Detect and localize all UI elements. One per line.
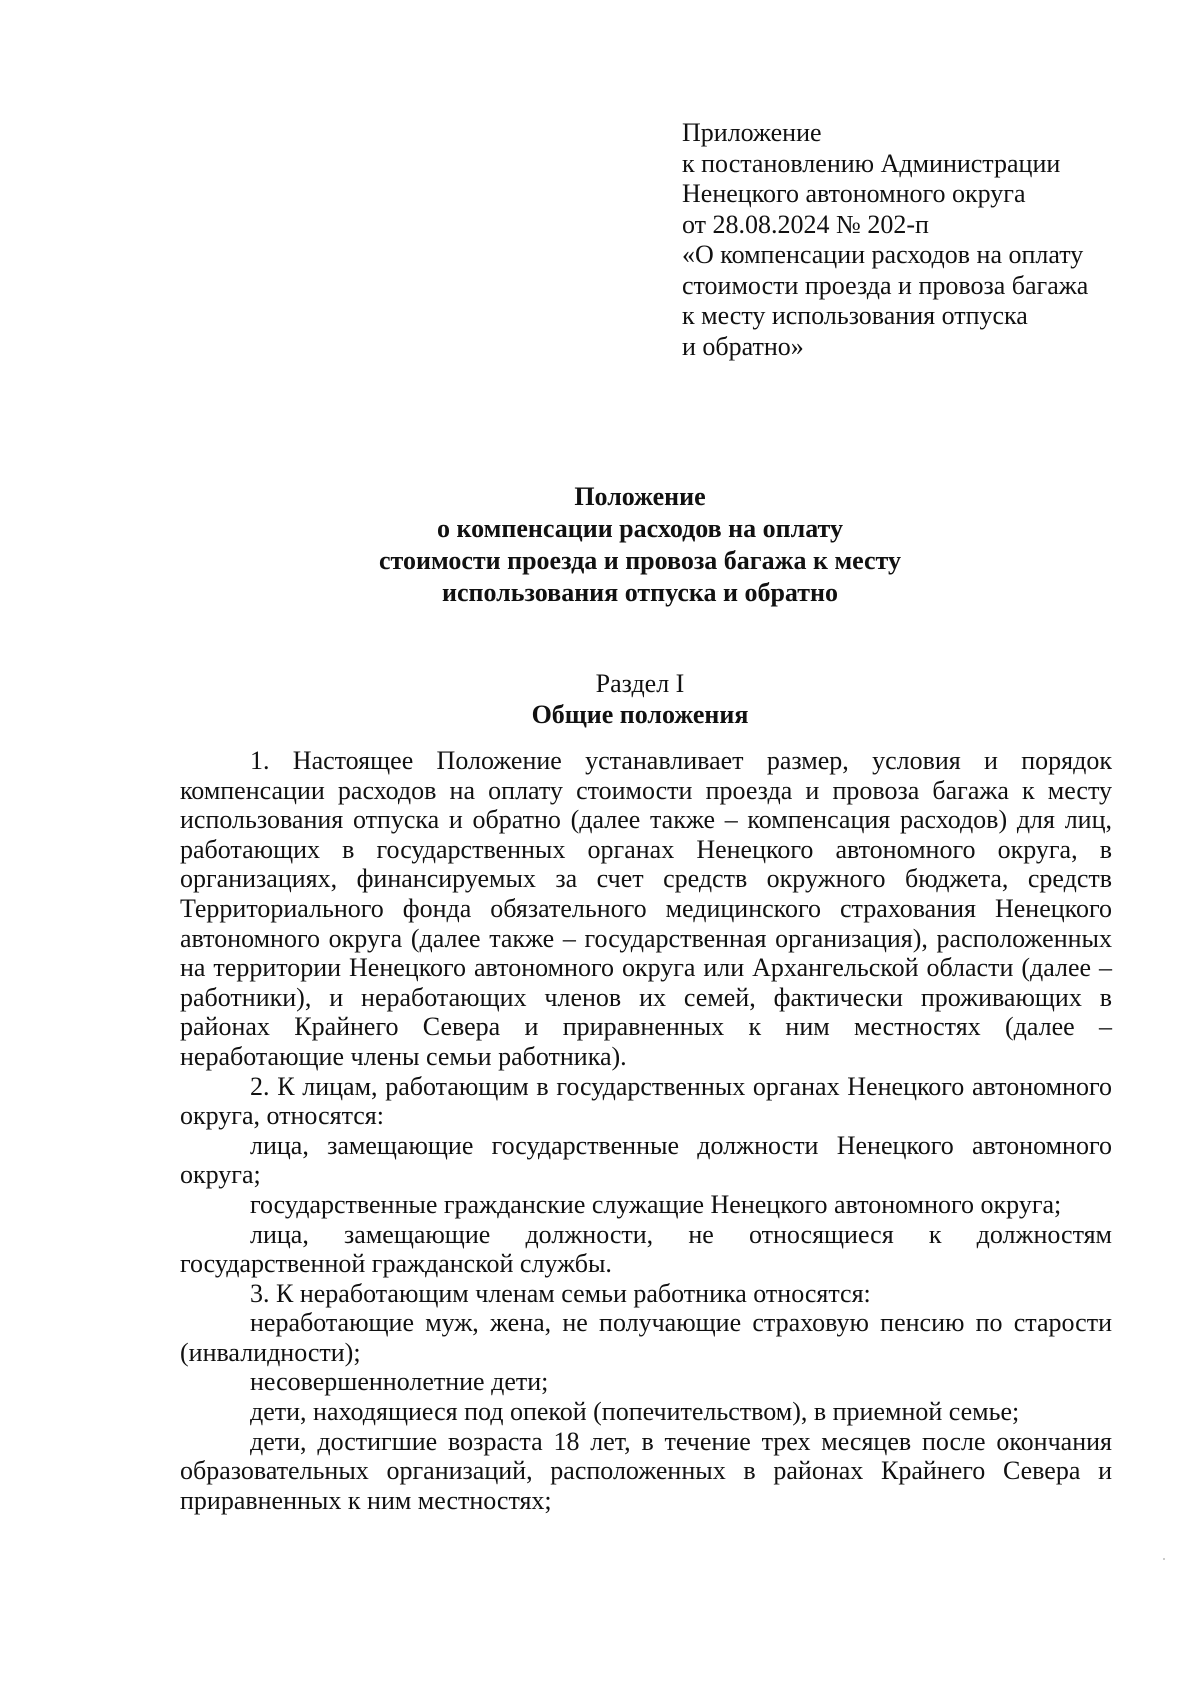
appendix-line: Ненецкого автономного округа <box>682 179 1026 208</box>
paragraph: 1. Настоящее Положение устанавливает размер, условия и порядок компенсации расходов на оплату стоимости проезда и провоза багажа к месту использования отпуска и обратно (далее также – компенсация расходов) для лиц, работающих в государственных органах Ненецкого автономного округа, в организациях, финансируемых за счет средств окружного бюджета, средств Территориального фонда обязательного медицинского страхования Ненецкого автономного округа (далее также – государственная организация), расположенных на территории Ненецкого автономного округа или Архангельской области (далее – работники), и неработающих членов их семей, фактически проживающих в районах Крайнего Севера и приравненных к ним местностях (далее – неработающие члены семьи работника). <box>180 746 1112 1071</box>
document-title <box>180 481 1100 609</box>
appendix-line: Приложение <box>682 118 822 147</box>
appendix-line: к месту использования отпуска <box>682 301 1028 330</box>
paragraph: неработающие муж, жена, не получающие страховую пенсию по старости (инвалидности); <box>180 1308 1112 1367</box>
section-number: Раздел I <box>595 669 685 698</box>
paragraph: государственные гражданские служащие Ненецкого автономного округа; <box>250 1189 1062 1219</box>
paragraph: дети, достигшие возраста 18 лет, в течение трех месяцев после окончания образовательных организаций, расположенных в районах Крайнего Севера и приравненных к ним местностях; <box>180 1426 1112 1515</box>
appendix-line: и обратно» <box>682 331 804 361</box>
paragraph: 2. К лицам, работающим в государственных органах Ненецкого автономного округа, относятся: <box>180 1071 1112 1131</box>
appendix-line: стоимости проезда и провоза багажа <box>682 270 1089 300</box>
document-body <box>180 746 1112 1515</box>
appendix-line: от 28.08.2024 № 202-п <box>682 209 929 239</box>
title-line: о компенсации расходов на оплату <box>437 514 843 543</box>
paragraph: дети, находящиеся под опекой (попечительством), в приемной семье; <box>250 1397 1020 1427</box>
paragraph: несовершеннолетние дети; <box>250 1367 549 1397</box>
title-line: стоимости проезда и провоза багажа к месту <box>379 546 901 575</box>
paragraph: 3. К неработающим членам семьи работника относятся: <box>250 1278 871 1308</box>
appendix-header <box>682 118 1162 362</box>
paragraph: лица, замещающие государственные должности Ненецкого автономного округа; <box>180 1130 1112 1190</box>
appendix-line: «О компенсации расходов на оплату <box>682 240 1084 269</box>
title-line: Положение <box>574 482 706 511</box>
appendix-line: к постановлению Администрации <box>682 148 1061 178</box>
section-heading <box>180 668 1100 730</box>
scan-speck <box>1163 1558 1165 1560</box>
paragraph: лица, замещающие должности, не относящиеся к должностям государственной гражданской службы. <box>180 1219 1112 1279</box>
title-line: использования отпуска и обратно <box>442 578 838 607</box>
section-name: Общие положения <box>531 700 749 729</box>
